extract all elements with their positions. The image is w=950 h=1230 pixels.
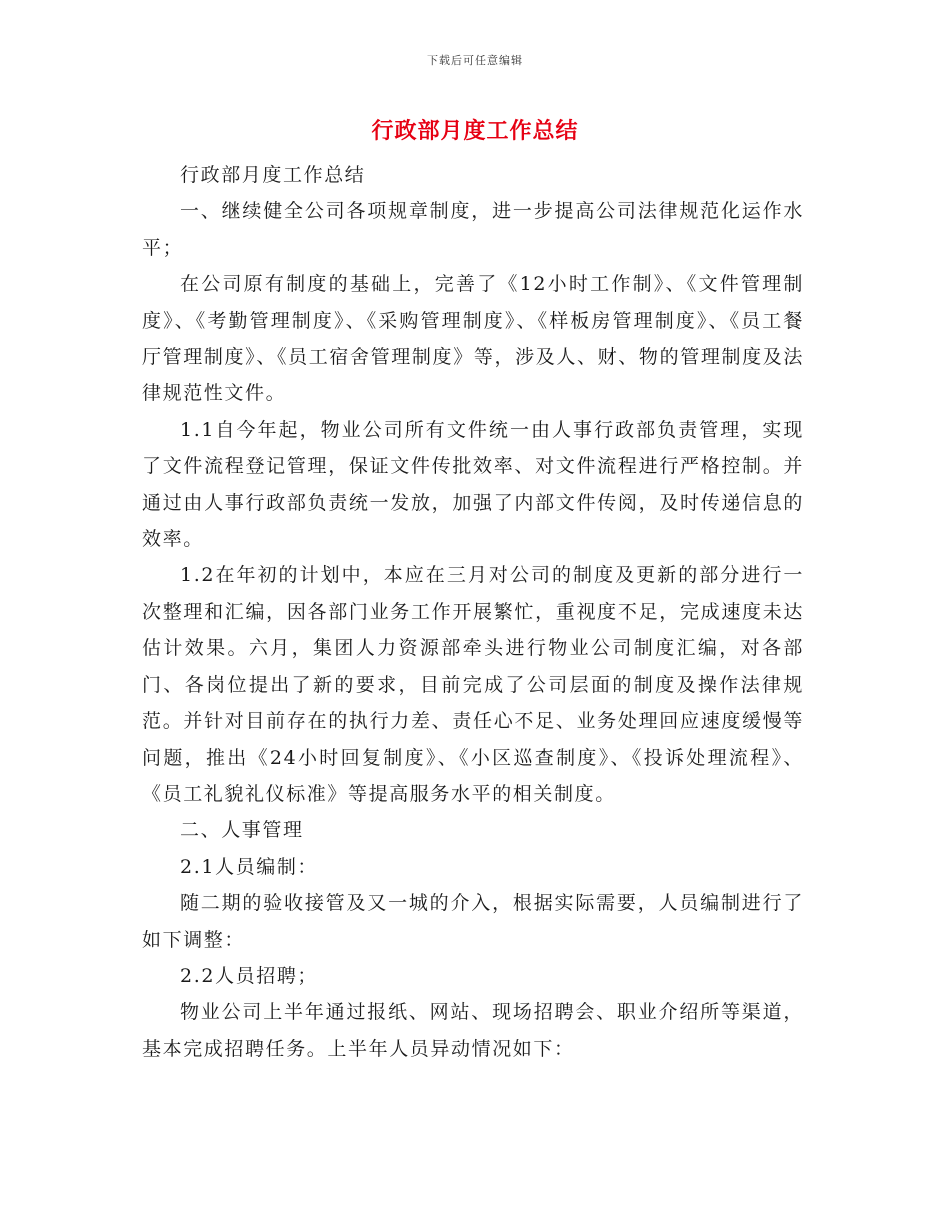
paragraph-2-1-heading: 2.1人员编制： <box>180 855 319 878</box>
paragraph-regulations: 在公司原有制度的基础上，完善了《12小时工作制》、《文件管理制度》、《考勤管理制度》、《采购管理制度》、《样板房管理制度》、《员工餐厅管理制度》、《员工宿舍管理制度》等，涉及人、财、物的管理制度及法律规范性文件。 <box>142 273 804 405</box>
paragraph-1-1: 1.1自今年起，物业公司所有文件统一由人事行政部负责管理，实现了文件流程登记管理，保证文件传批效率、对文件流程进行严格控制。并通过由人事行政部负责统一发放，加强了内部文件传阅，及时传递信息的效率。 <box>142 418 804 551</box>
paragraph-2-1-body: 随二期的验收接管及又一城的介入，根据实际需要，人员编制进行了如下调整： <box>142 892 804 951</box>
document-title: 行政部月度工作总结 <box>371 118 579 144</box>
paragraph-1-2: 1.2在年初的计划中，本应在三月对公司的制度及更新的部分进行一次整理和汇编，因各部门业务工作开展繁忙，重视度不足，完成速度未达估计效果。六月，集团人力资源部牵头进行物业公司制度汇编，对各部门、各岗位提出了新的要求，目前完成了公司层面的制度及操作法律规范。并针对目前存在的执行力差、责任心不足、业务处理回应速度缓慢等问题，推出《24小时回复制度》、《小区巡查制度》、《投诉处理流程》、《员工礼貌礼仪标准》等提高服务水平的相关制度。 <box>142 564 804 805</box>
document-body <box>142 157 804 1067</box>
paragraph-heading: 行政部月度工作总结 <box>180 164 366 186</box>
paragraph-2-2-body: 物业公司上半年通过报纸、网站、现场招聘会、职业介绍所等渠道，基本完成招聘任务。上半年人员异动情况如下： <box>142 1001 804 1060</box>
paragraph-section-one-heading: 一、继续健全公司各项规章制度，进一步提高公司法律规范化运作水平； <box>142 200 804 259</box>
paragraph-section-two-heading: 二、人事管理 <box>180 819 304 842</box>
header-note: 下载后可任意编辑 <box>427 54 523 67</box>
paragraph-2-2-heading: 2.2人员招聘； <box>180 964 319 987</box>
